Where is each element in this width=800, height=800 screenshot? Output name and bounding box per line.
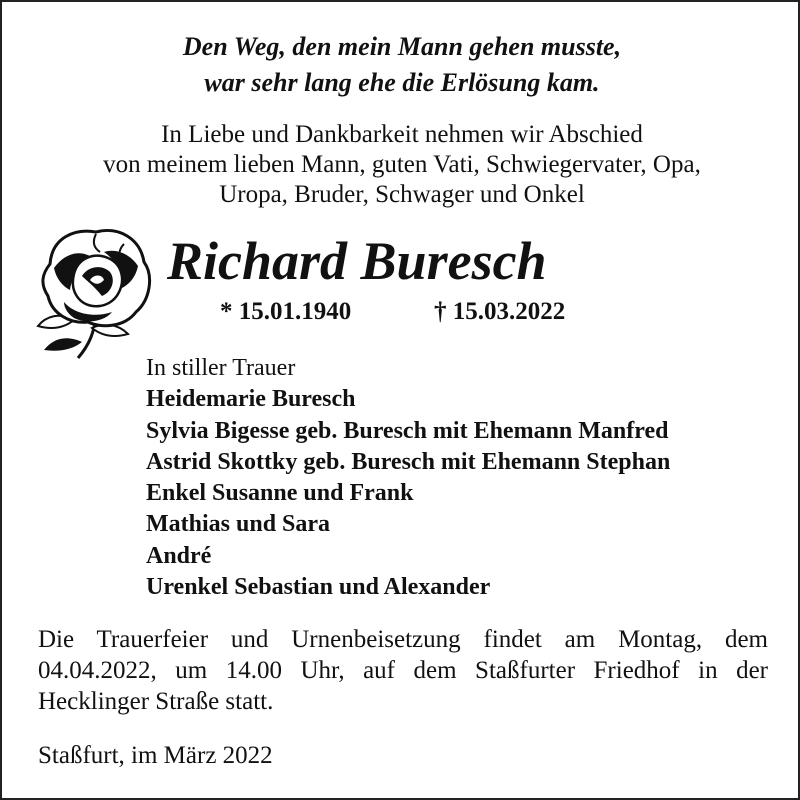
deceased-name: Richard Buresch [167, 231, 547, 291]
mourner-name: Mathias und Sara [146, 511, 331, 538]
mourners-lead: In stiller Trauer [146, 355, 296, 381]
life-dates [220, 296, 565, 328]
mourner-name: Heidemarie Buresch [146, 386, 356, 413]
intro-text [2, 120, 800, 210]
mourner-name: Astrid Skottky geb. Buresch mit Ehemann Stephan [146, 448, 671, 475]
intro-line: Uropa, Bruder, Schwager und Onkel [219, 181, 585, 208]
mourner-name: Urenkel Sebastian und Alexander [146, 574, 491, 601]
birth-date: * 15.01.1940 [220, 298, 352, 325]
intro-line: In Liebe und Dankbarkeit nehmen wir Abschied [161, 121, 643, 148]
mourner-name: Sylvia Bigesse geb. Buresch mit Ehemann Manfred [146, 417, 669, 444]
motto-line: Den Weg, den mein Mann gehen musste, [182, 32, 622, 61]
intro-line: von meinem lieben Mann, guten Vati, Schwiegervater, Opa, [103, 151, 701, 178]
ceremony-notice: Die Trauerfeier und Urnenbeisetzung findet am Montag, dem 04.04.2022, um 14.00 Uhr, auf dem Staßfurter Friedhof in der Hecklinger Straße statt. [38, 626, 768, 715]
mourner-name: André [146, 542, 212, 569]
motto [2, 29, 800, 101]
motto-line: war sehr lang ehe die Erlösung kam. [204, 68, 600, 97]
mourner-name: Enkel Susanne und Frank [146, 480, 414, 507]
death-date: † 15.03.2022 [434, 298, 566, 325]
mourners-list [146, 353, 670, 603]
place-and-date: Staßfurt, im März 2022 [38, 742, 273, 769]
rose-icon [34, 224, 156, 360]
